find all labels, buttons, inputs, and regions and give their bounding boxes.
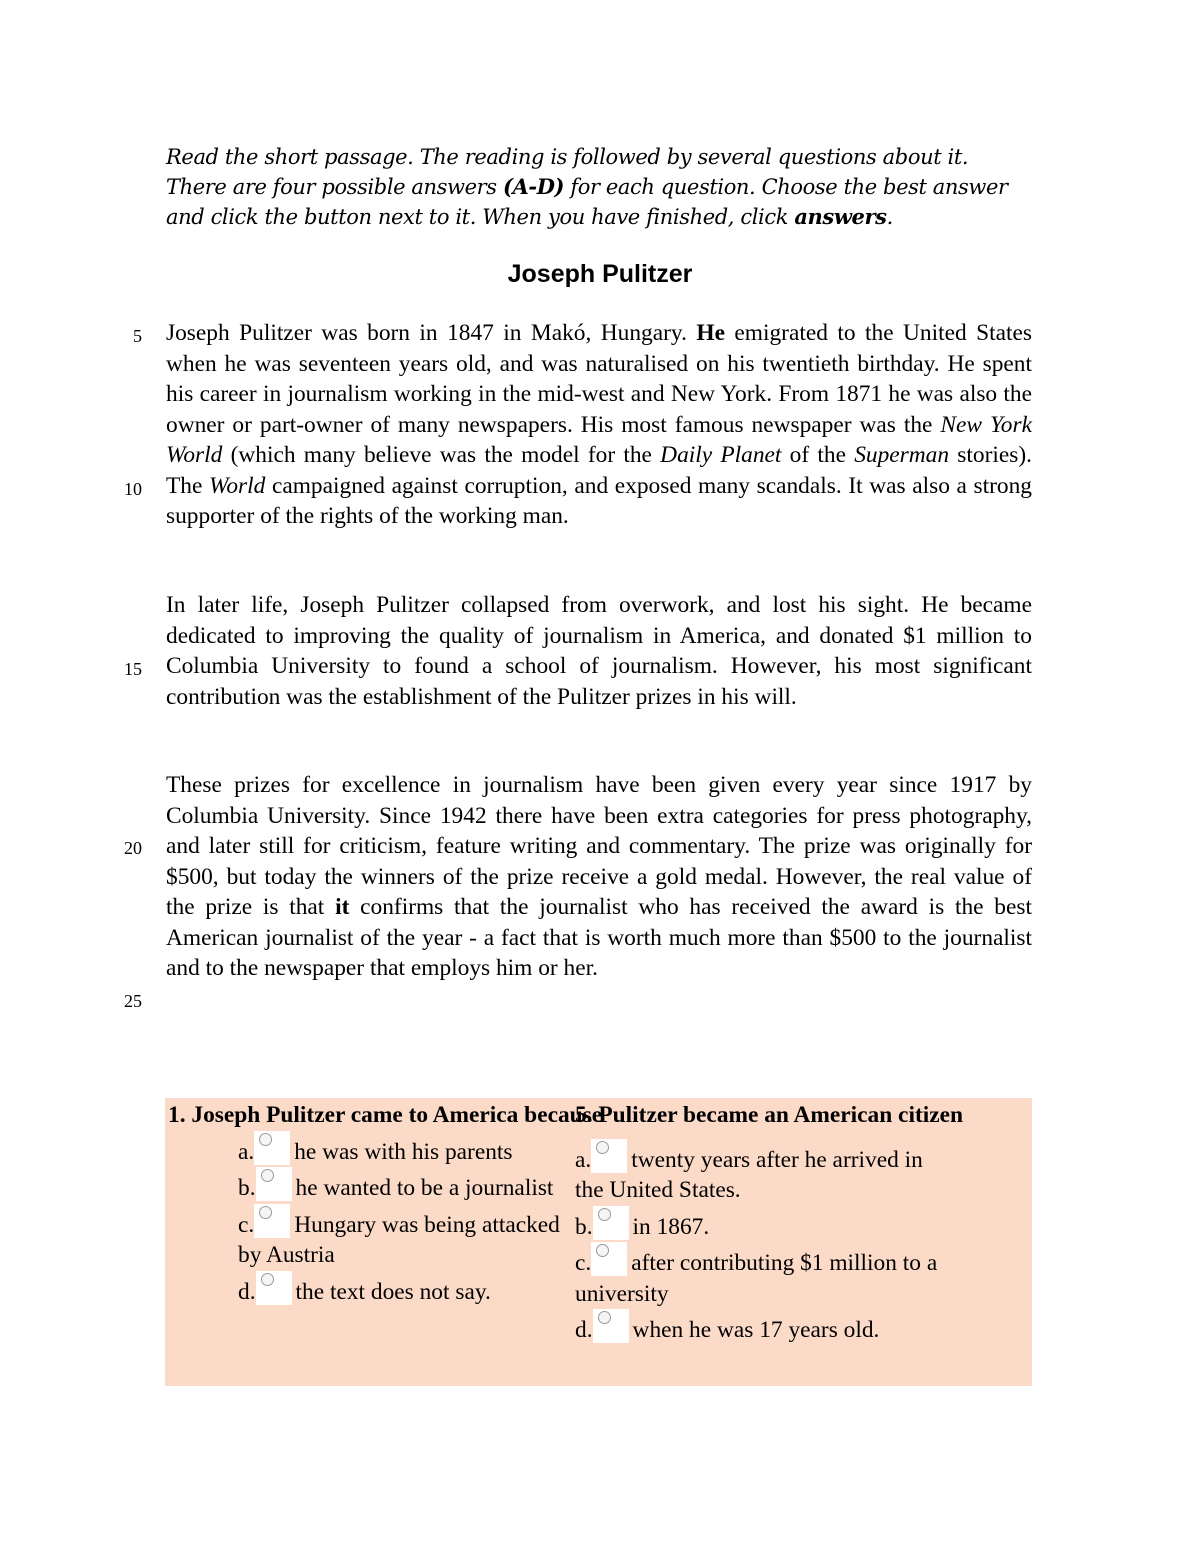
radio-button-icon[interactable] (254, 1204, 290, 1238)
option-text: twenty years after he arrived in the United States. (575, 1146, 923, 1203)
question-5-option-d[interactable] (575, 1309, 955, 1346)
question-1-option-d[interactable] (168, 1271, 568, 1308)
option-text: he was with his parents (294, 1138, 513, 1165)
instructions-answers-word: answers (794, 204, 887, 229)
passage-text: Joseph Pulitzer was born in 1847 in Makó, Hungary. (166, 320, 697, 346)
option-letter: a. (238, 1138, 255, 1165)
radio-button-icon[interactable] (593, 1206, 629, 1240)
instructions-text: for each question. Choose the best answer (564, 175, 1008, 199)
question-5-option-b[interactable] (575, 1206, 955, 1243)
passage-bold-word: it (335, 894, 350, 920)
option-text: the text does not say. (295, 1278, 491, 1305)
radio-button-icon[interactable] (593, 1309, 629, 1343)
option-text: after contributing $1 million to a university (575, 1250, 938, 1307)
radio-button-icon[interactable] (591, 1139, 627, 1173)
comic-title: Superman (854, 442, 950, 468)
passage-text: These prizes for excellence in journalism have been given every year since 1917 by Columbia University. Since 1942 there have been extra categories for press photography, and later still for criticism, feature writing and commentary. The prize was originally for $500, but today the winners of the prize receive a gold medal. However, the real value of the prize is that (166, 772, 1032, 920)
question-5-text: 5. Pulitzer became an American citizen (575, 1102, 964, 1128)
question-5-option-a[interactable] (575, 1139, 955, 1206)
instructions-line-2 (166, 172, 1046, 202)
newspaper-title: New York World (166, 411, 1032, 468)
option-text: he wanted to be a journalist (295, 1175, 554, 1201)
radio-button-icon[interactable] (254, 1131, 290, 1165)
instructions-text: . (886, 205, 893, 229)
option-letter: d. (575, 1317, 593, 1343)
radio-button-icon[interactable] (591, 1242, 627, 1276)
option-text: when he was 17 years old. (632, 1317, 880, 1343)
passage-text: In later life, Joseph Pulitzer collapsed from overwork, and lost his sight. He became dedicated to improving the quality of journalism in America, and donated $1 million to Columbia University to found a school of journalism. However, his most significant contribution was the establishment of the Pulitzer prizes in his will. (166, 592, 1032, 710)
passage-text: confirms that the journalist who has received the award is the best American journalist of the year - a fact that is worth much more than $500 to the journalist and to the newspaper that employs him or her. (166, 894, 1032, 981)
option-text: in 1867. (632, 1213, 710, 1240)
option-text: Hungary was being attacked by Austria (238, 1211, 560, 1268)
option-letter: d. (238, 1278, 256, 1305)
passage-text: emigrated to the United States when he was seventeen years old, and was naturalised on his twentieth birthday. He spent his career in journalism working in the mid-west and New York. From 1871 he was also the owner or part-owner of many newspapers. His most famous newspaper was the (166, 320, 1032, 438)
question-1 (168, 1098, 608, 1307)
line-number: 20 (124, 838, 142, 858)
option-letter: a. (575, 1146, 592, 1173)
instructions-text: and click the button next to it. When you have finished, click (166, 205, 795, 229)
instructions-text: There are four possible answers (166, 175, 503, 199)
passage-text: stories). The (166, 442, 1033, 499)
question-5 (575, 1098, 1027, 1346)
newspaper-title: Daily Planet (660, 442, 782, 468)
option-letter: c. (238, 1211, 255, 1238)
instructions-line-3 (166, 202, 1046, 232)
passage-paragraph-3 (166, 770, 1032, 984)
line-number: 5 (133, 326, 142, 346)
question-5-option-c[interactable] (575, 1242, 955, 1309)
instructions (166, 142, 1046, 232)
question-1-option-b[interactable] (168, 1167, 568, 1204)
newspaper-title: World (209, 472, 266, 499)
option-letter: b. (575, 1213, 593, 1240)
question-1-text: 1. Joseph Pulitzer came to America because (168, 1102, 603, 1128)
question-1-option-a[interactable] (168, 1131, 568, 1168)
instructions-line-1: Read the short passage. The reading is followed by several questions about it. (166, 145, 969, 169)
passage-paragraph-1 (166, 318, 1032, 532)
line-number: 10 (124, 479, 142, 499)
line-number: 25 (124, 991, 142, 1011)
instructions-bold-range: (A-D) (502, 174, 565, 199)
passage-text: of the (781, 442, 855, 468)
radio-button-icon[interactable] (256, 1167, 292, 1201)
passage-title: Joseph Pulitzer (507, 260, 693, 288)
passage-text: (which many believe was the model for the (222, 442, 661, 468)
option-letter: c. (575, 1250, 592, 1276)
option-letter: b. (238, 1175, 256, 1201)
passage-text: campaigned against corruption, and exposed many scandals. It was also a strong supporter of the rights of the working man. (166, 472, 1033, 529)
passage-paragraph-2 (166, 590, 1032, 712)
question-1-option-c[interactable] (168, 1204, 568, 1271)
radio-button-icon[interactable] (256, 1271, 292, 1305)
quiz-box (165, 1098, 1032, 1386)
passage-bold-word: He (696, 320, 725, 346)
line-number: 15 (124, 659, 142, 679)
